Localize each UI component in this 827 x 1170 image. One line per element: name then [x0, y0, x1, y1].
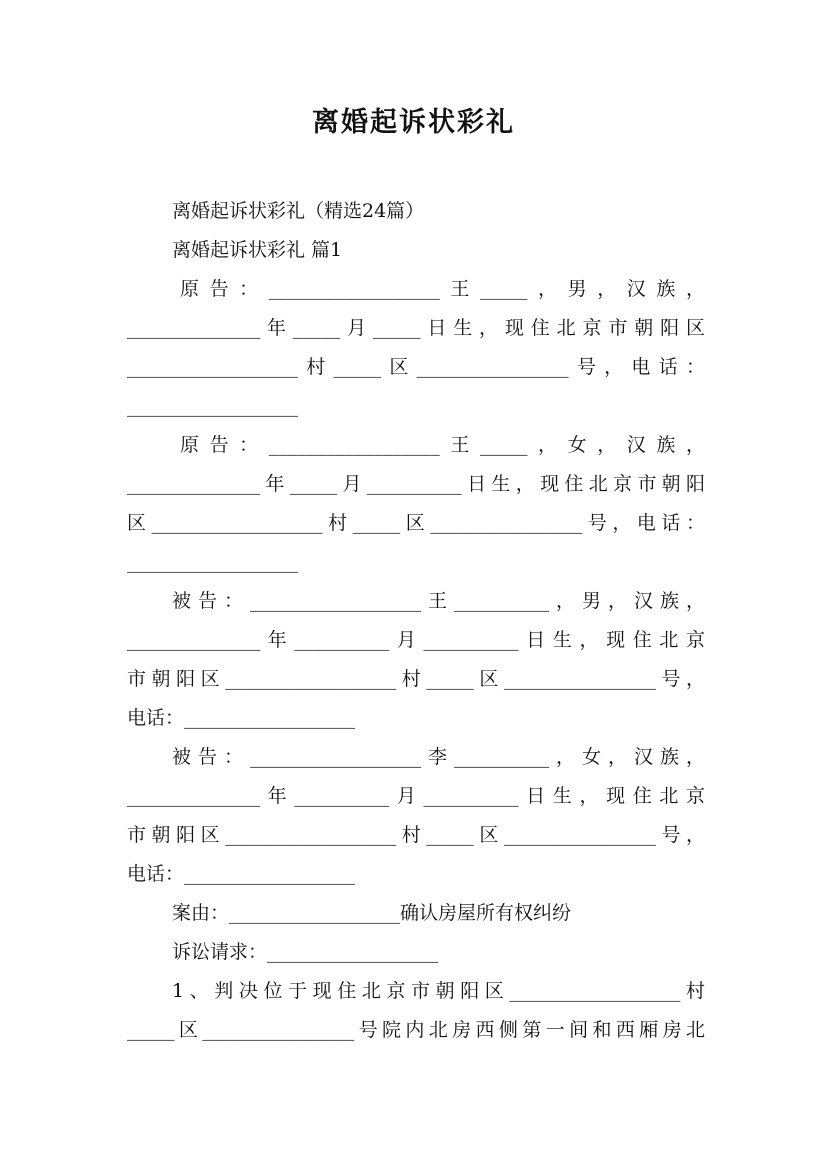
- text-line: 离婚起诉状彩礼 篇1: [172, 239, 343, 261]
- text-line: ______________年_____月__________日生，现住北京市朝阳: [127, 473, 705, 495]
- text-line: 区__________________村_____区________________号，电话：: [127, 512, 705, 534]
- text-line: ______________年_____月_____日生，现住北京市朝阳区: [127, 317, 705, 339]
- text-line: __________________: [127, 551, 298, 573]
- text-line: ______________年__________月__________日生，现住北京: [127, 785, 705, 807]
- text-line: 案由：__________________确认房屋所有权纠纷: [172, 902, 572, 924]
- text-line: 市朝阳区__________________村_____区________________号，: [127, 824, 705, 846]
- text-line: 离婚起诉状彩礼（精选24篇）: [172, 200, 425, 222]
- text-line: __________________村_____区________________号，电话：: [127, 356, 705, 378]
- text-line: 电话：__________________: [127, 863, 356, 885]
- text-line: 被告：__________________王__________，男，汉族，: [172, 590, 705, 612]
- text-line: 被告：__________________李__________，女，汉族，: [172, 746, 705, 768]
- text-line: 原告：__________________王_____，男，汉族，: [180, 278, 705, 300]
- text-line: 市朝阳区__________________村_____区________________号，: [127, 668, 705, 690]
- text-line: ______________年__________月__________日生，现住北京: [127, 629, 705, 651]
- text-line: 电话：__________________: [127, 707, 356, 729]
- text-line: 诉讼请求：__________________: [172, 941, 439, 963]
- text-line: 原告：__________________王_____，女，汉族，: [180, 434, 705, 456]
- text-line: 1、判决位于现住北京市朝阳区__________________村: [172, 980, 705, 1002]
- text-line: _____区________________号院内北房西侧第一间和西厢房北: [127, 1019, 705, 1041]
- document-title: 离婚起诉状彩礼: [312, 107, 515, 138]
- text-line: __________________: [127, 395, 298, 417]
